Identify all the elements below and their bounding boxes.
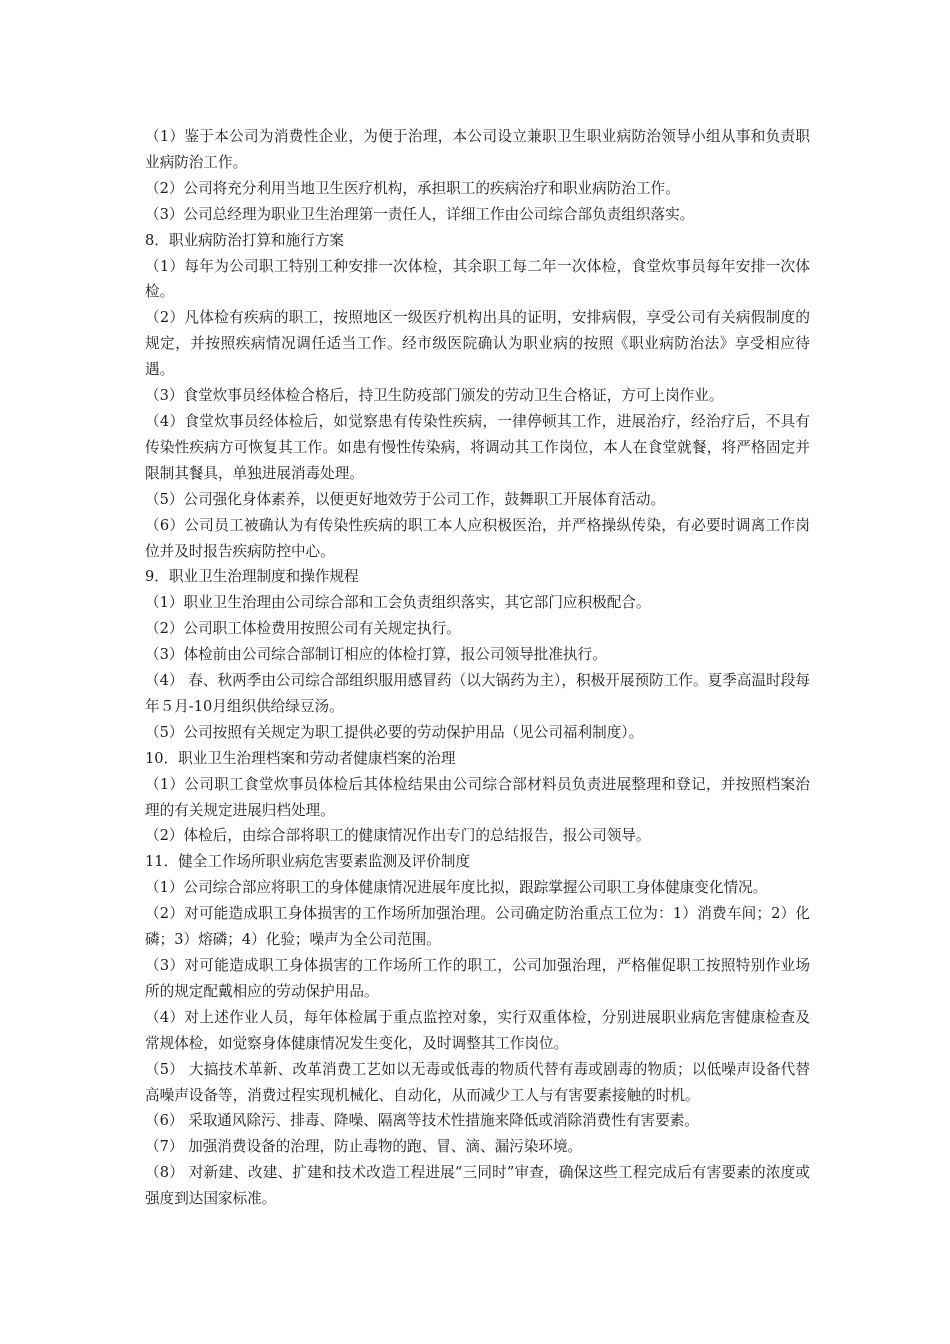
paragraph: （4）对上述作业人员，每年体检属于重点监控对象，实行双重体检，分别进展职业病危害健康检查及常规体检，如觉察身体健康情况发生变化，及时调整其工作岗位。	[145, 1008, 810, 1052]
paragraph: （2）体检后，由综合部将职工的健康情况作出专门的总结报告，报公司领导。	[145, 827, 651, 845]
document-body	[145, 124, 810, 1212]
paragraph: （2）公司将充分利用当地卫生医疗机构，承担职工的疾病治疗和职业病防治工作。	[145, 179, 680, 197]
paragraph: （1）每年为公司职工特别工种安排一次体检，其余职工每二年一次体检，食堂炊事员每年安排一次体检。	[145, 257, 810, 301]
paragraph: （3）公司总经理为职业卫生治理第一责任人，详细工作由公司综合部负责组织落实。	[145, 205, 695, 223]
paragraph: （5）公司强化身体素养，以便更好地效劳于公司工作，鼓舞职工开展体育活动。	[145, 490, 666, 508]
paragraph: （7） 加强消费设备的治理，防止毒物的跑、冒、滴、漏污染环境。	[145, 1138, 583, 1156]
section-heading: 9．职业卫生治理制度和操作规程	[145, 568, 359, 586]
paragraph: （2）公司职工体检费用按照公司有关规定执行。	[145, 620, 461, 638]
section-heading: 8．职业病防治打算和施行方案	[145, 231, 345, 249]
paragraph: （1）公司职工食堂炊事员体检后其体检结果由公司综合部材料员负责进展整理和登记，并按照档案治理的有关规定进展归档处理。	[145, 775, 810, 819]
paragraph: （2）对可能造成职工身体损害的工作场所加强治理。公司确定防治重点工位为：1）消费车间；2）化磷；3）熔磷；4）化验；噪声为全公司范围。	[145, 905, 810, 949]
paragraph: （2）凡体检有疾病的职工，按照地区一级医疗机构出具的证明，安排病假，享受公司有关病假制度的规定，并按照疾病情况调任适当工作。经市级医院确认为职业病的按照《职业病防治法》享受相应待遇。	[145, 309, 810, 379]
paragraph: （8） 对新建、改建、扩建和技术改造工程进展“三同时”审查，确保这些工程完成后有害要素的浓度或强度到达国家标准。	[145, 1164, 810, 1208]
section-heading: 10．职业卫生治理档案和劳动者健康档案的治理	[145, 749, 456, 767]
paragraph: （5）公司按照有关规定为职工提供必要的劳动保护用品（见公司福利制度）。	[145, 723, 644, 741]
paragraph: （3）对可能造成职工身体损害的工作场所工作的职工，公司加强治理，严格催促职工按照特别作业场所的规定配戴相应的劳动保护用品。	[145, 957, 810, 1000]
paragraph: （3）食堂炊事员经体检合格后，持卫生防疫部门颁发的劳动卫生合格证，方可上岗作业。	[145, 387, 724, 405]
paragraph: （5） 大搞技术革新、改革消费工艺如以无毒或低毒的物质代替有毒或剧毒的物质；以低噪声设备代替高噪声设备等，消费过程实现机械化、自动化，从而减少工人与有害要素接触的时机。	[145, 1060, 810, 1104]
paragraph: （6）公司员工被确认为有传染性疾病的职工本人应积极医治，并严格操纵传染，有必要时调离工作岗位并及时报告疾病防控中心。	[145, 516, 810, 560]
paragraph: （1）公司综合部应将职工的身体健康情况进展年度比拟，跟踪掌握公司职工身体健康变化情况。	[145, 879, 768, 897]
paragraph: （6） 采取通风除污、排毒、降噪、隔离等技术性措施来降低或消除消费性有害要素。	[145, 1112, 699, 1130]
paragraph: （4） 春、秋两季由公司综合部组织服用感冒药（以大锅药为主），积极开展预防工作。夏季高温时段每年５月-10月组织供给绿豆汤。	[145, 672, 810, 715]
paragraph: （1）鉴于本公司为消费性企业，为便于治理，本公司设立兼职卫生职业病防治领导小组从事和负责职业病防治工作。	[145, 128, 810, 171]
paragraph: （4）食堂炊事员经体检后，如觉察患有传染性疾病，一律停顿其工作，进展治疗，经治疗后，不具有传染性疾病方可恢复其工作。如患有慢性传染病，将调动其工作岗位，本人在食堂就餐，将严格固定并限制其餐具，单独进展消毒处理。	[145, 412, 810, 482]
section-heading: 11．健全工作场所职业病危害要素监测及评价制度	[145, 853, 471, 871]
paragraph: （1）职业卫生治理由公司综合部和工会负责组织落实，其它部门应积极配合。	[145, 594, 651, 612]
paragraph: （3）体检前由公司综合部制订相应的体检打算，报公司领导批准执行。	[145, 646, 607, 664]
